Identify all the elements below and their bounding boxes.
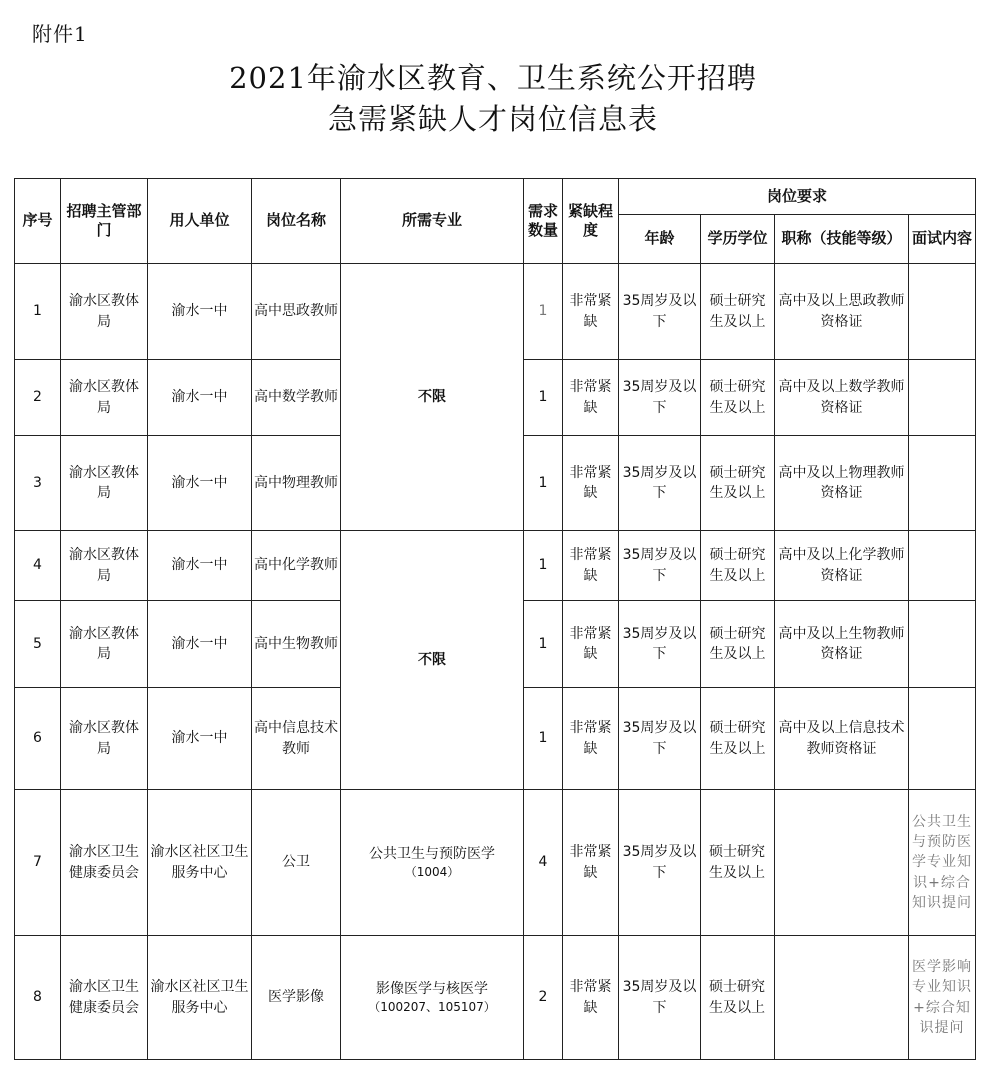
cell-age: 35周岁及以下 — [619, 688, 701, 790]
header-row-1 — [15, 179, 976, 215]
cell-title: 高中及以上生物教师资格证 — [775, 601, 909, 688]
page-subtitle: 急需紧缺人才岗位信息表 — [327, 102, 658, 136]
major-code: （100207、105107） — [368, 999, 496, 1014]
cell-seq: 4 — [15, 531, 61, 601]
cell-major-group-1: 不限 — [341, 264, 524, 531]
cell-count: 1 — [524, 688, 563, 790]
cell-urgency: 非常紧缺 — [563, 688, 619, 790]
cell-interview: 公共卫生与预防医学专业知识+综合知识提问 — [909, 790, 976, 936]
cell-education: 硕士研究生及以上 — [701, 936, 775, 1060]
cell-title: 高中及以上信息技术教师资格证 — [775, 688, 909, 790]
cell-age: 35周岁及以下 — [619, 436, 701, 531]
cell-dept: 渝水区教体局 — [61, 601, 148, 688]
cell-education: 硕士研究生及以上 — [701, 601, 775, 688]
cell-dept: 渝水区卫生健康委员会 — [61, 790, 148, 936]
table-row — [15, 264, 976, 360]
cell-dept: 渝水区教体局 — [61, 436, 148, 531]
cell-urgency: 非常紧缺 — [563, 601, 619, 688]
cell-education: 硕士研究生及以上 — [701, 436, 775, 531]
cell-position: 高中化学教师 — [252, 531, 341, 601]
table-row — [15, 790, 976, 936]
cell-major-group-2: 不限 — [341, 531, 524, 790]
positions-table — [14, 178, 976, 1060]
cell-seq: 6 — [15, 688, 61, 790]
cell-unit: 渝水一中 — [148, 601, 252, 688]
cell-title: 高中及以上物理教师资格证 — [775, 436, 909, 531]
cell-education: 硕士研究生及以上 — [701, 360, 775, 436]
cell-interview — [909, 531, 976, 601]
cell-title: 高中及以上化学教师资格证 — [775, 531, 909, 601]
major-name: 影像医学与核医学 — [376, 980, 488, 997]
attachment-label: 附件1 — [32, 22, 88, 46]
cell-dept: 渝水区教体局 — [61, 264, 148, 360]
cell-seq: 7 — [15, 790, 61, 936]
cell-unit: 渝水一中 — [148, 688, 252, 790]
cell-age: 35周岁及以下 — [619, 601, 701, 688]
cell-seq: 3 — [15, 436, 61, 531]
cell-age: 35周岁及以下 — [619, 531, 701, 601]
cell-position: 高中信息技术教师 — [252, 688, 341, 790]
cell-urgency: 非常紧缺 — [563, 936, 619, 1060]
cell-dept: 渝水区卫生健康委员会 — [61, 936, 148, 1060]
header-major: 所需专业 — [341, 179, 524, 264]
cell-major — [341, 936, 524, 1060]
table-row — [15, 936, 976, 1060]
cell-interview — [909, 360, 976, 436]
cell-education: 硕士研究生及以上 — [701, 264, 775, 360]
cell-position: 高中数学教师 — [252, 360, 341, 436]
cell-dept: 渝水区教体局 — [61, 531, 148, 601]
cell-interview — [909, 264, 976, 360]
cell-urgency: 非常紧缺 — [563, 360, 619, 436]
cell-unit: 渝水一中 — [148, 264, 252, 360]
cell-interview — [909, 688, 976, 790]
header-position: 岗位名称 — [252, 179, 341, 264]
page-title: 2021年渝水区教育、卫生系统公开招聘 — [229, 61, 757, 95]
cell-education: 硕士研究生及以上 — [701, 531, 775, 601]
cell-count: 1 — [524, 264, 563, 360]
cell-position: 高中思政教师 — [252, 264, 341, 360]
cell-count: 1 — [524, 531, 563, 601]
major-code: （1004） — [404, 864, 460, 879]
header-age: 年龄 — [619, 215, 701, 264]
cell-education: 硕士研究生及以上 — [701, 688, 775, 790]
table-row — [15, 531, 976, 601]
cell-dept: 渝水区教体局 — [61, 360, 148, 436]
cell-count: 1 — [524, 601, 563, 688]
cell-count: 1 — [524, 436, 563, 531]
cell-seq: 8 — [15, 936, 61, 1060]
cell-urgency: 非常紧缺 — [563, 531, 619, 601]
cell-position: 公卫 — [252, 790, 341, 936]
header-requirements: 岗位要求 — [619, 179, 976, 215]
cell-seq: 5 — [15, 601, 61, 688]
cell-unit: 渝水一中 — [148, 531, 252, 601]
cell-age: 35周岁及以下 — [619, 790, 701, 936]
cell-interview — [909, 436, 976, 531]
cell-interview — [909, 601, 976, 688]
cell-age: 35周岁及以下 — [619, 360, 701, 436]
cell-unit: 渝水一中 — [148, 436, 252, 531]
header-unit: 用人单位 — [148, 179, 252, 264]
cell-title — [775, 790, 909, 936]
cell-age: 35周岁及以下 — [619, 264, 701, 360]
cell-urgency: 非常紧缺 — [563, 790, 619, 936]
header-count: 需求数量 — [524, 179, 563, 264]
cell-major — [341, 790, 524, 936]
cell-position: 医学影像 — [252, 936, 341, 1060]
cell-seq: 1 — [15, 264, 61, 360]
cell-education: 硕士研究生及以上 — [701, 790, 775, 936]
cell-dept: 渝水区教体局 — [61, 688, 148, 790]
header-seq: 序号 — [15, 179, 61, 264]
header-urgency: 紧缺程度 — [563, 179, 619, 264]
cell-interview: 医学影响专业知识+综合知识提问 — [909, 936, 976, 1060]
cell-seq: 2 — [15, 360, 61, 436]
header-interview: 面试内容 — [909, 215, 976, 264]
header-dept: 招聘主管部门 — [61, 179, 148, 264]
header-title: 职称（技能等级） — [775, 215, 909, 264]
cell-title — [775, 936, 909, 1060]
cell-age: 35周岁及以下 — [619, 936, 701, 1060]
cell-title: 高中及以上数学教师资格证 — [775, 360, 909, 436]
cell-urgency: 非常紧缺 — [563, 436, 619, 531]
cell-unit: 渝水区社区卫生服务中心 — [148, 790, 252, 936]
cell-position: 高中物理教师 — [252, 436, 341, 531]
cell-count: 2 — [524, 936, 563, 1060]
cell-title: 高中及以上思政教师资格证 — [775, 264, 909, 360]
header-education: 学历学位 — [701, 215, 775, 264]
cell-count: 4 — [524, 790, 563, 936]
cell-unit: 渝水区社区卫生服务中心 — [148, 936, 252, 1060]
cell-urgency: 非常紧缺 — [563, 264, 619, 360]
major-name: 公共卫生与预防医学 — [369, 845, 495, 862]
cell-count: 1 — [524, 360, 563, 436]
cell-position: 高中生物教师 — [252, 601, 341, 688]
cell-unit: 渝水一中 — [148, 360, 252, 436]
